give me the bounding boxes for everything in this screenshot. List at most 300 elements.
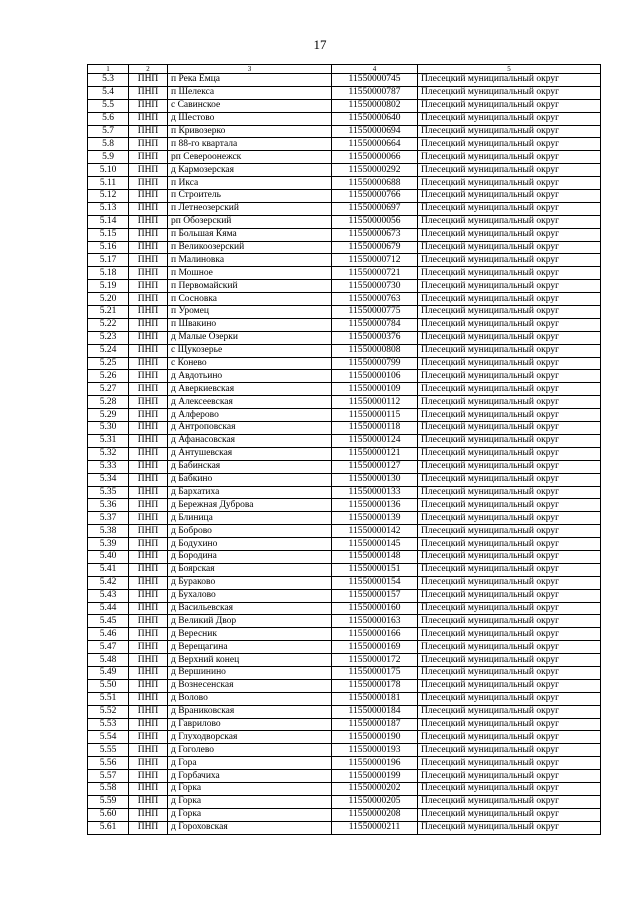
code-cell: 11550000142 [332, 525, 418, 538]
code-cell: 11550000640 [332, 112, 418, 125]
table-row [88, 744, 601, 757]
row-number-cell: 5.3 [88, 74, 129, 87]
code-cell: 11550000193 [332, 744, 418, 757]
row-number-cell: 5.24 [88, 344, 129, 357]
district-cell: Плесецкий муниципальный округ [418, 821, 601, 834]
row-number-cell: 5.11 [88, 177, 129, 190]
code-cell: 11550000163 [332, 615, 418, 628]
page-number: 17 [313, 37, 327, 52]
table-row [88, 770, 601, 783]
settlement-name-cell: д Глуходворская [168, 731, 332, 744]
column-number-row [88, 65, 601, 74]
settlement-name-cell: д Верещагина [168, 641, 332, 654]
district-cell: Плесецкий муниципальный округ [418, 344, 601, 357]
table-row [88, 344, 601, 357]
district-cell: Плесецкий муниципальный округ [418, 731, 601, 744]
table-row [88, 357, 601, 370]
code-cell: 11550000190 [332, 731, 418, 744]
table-row [88, 615, 601, 628]
code-cell: 11550000292 [332, 164, 418, 177]
row-number-cell: 5.34 [88, 473, 129, 486]
table-row [88, 99, 601, 112]
row-number-cell: 5.48 [88, 654, 129, 667]
table-row [88, 318, 601, 331]
table-row [88, 254, 601, 267]
district-cell: Плесецкий муниципальный округ [418, 370, 601, 383]
district-cell: Плесецкий муниципальный округ [418, 138, 601, 151]
code-cell: 11550000766 [332, 190, 418, 203]
row-number-cell: 5.30 [88, 422, 129, 435]
code-cell: 11550000712 [332, 254, 418, 267]
row-number-cell: 5.31 [88, 434, 129, 447]
code-cell: 11550000154 [332, 576, 418, 589]
row-number-cell: 5.17 [88, 254, 129, 267]
settlement-name-cell: рп Североонежск [168, 151, 332, 164]
table-row [88, 731, 601, 744]
type-cell: ПНП [129, 512, 168, 525]
row-number-cell: 5.61 [88, 821, 129, 834]
type-cell: ПНП [129, 473, 168, 486]
type-cell: ПНП [129, 331, 168, 344]
type-cell: ПНП [129, 486, 168, 499]
table-row [88, 138, 601, 151]
settlement-name-cell: д Малые Озерки [168, 331, 332, 344]
row-number-cell: 5.26 [88, 370, 129, 383]
code-cell: 11550000139 [332, 512, 418, 525]
row-number-cell: 5.33 [88, 460, 129, 473]
code-cell: 11550000808 [332, 344, 418, 357]
row-number-cell: 5.6 [88, 112, 129, 125]
row-number-cell: 5.54 [88, 731, 129, 744]
row-number-cell: 5.18 [88, 267, 129, 280]
district-cell: Плесецкий муниципальный округ [418, 202, 601, 215]
type-cell: ПНП [129, 74, 168, 87]
code-cell: 11550000160 [332, 602, 418, 615]
row-number-cell: 5.41 [88, 563, 129, 576]
table-row [88, 692, 601, 705]
type-cell: ПНП [129, 241, 168, 254]
code-cell: 11550000106 [332, 370, 418, 383]
settlement-name-cell: д Шестово [168, 112, 332, 125]
type-cell: ПНП [129, 254, 168, 267]
code-cell: 11550000730 [332, 280, 418, 293]
district-cell: Плесецкий муниципальный округ [418, 679, 601, 692]
row-number-cell: 5.21 [88, 306, 129, 319]
type-cell: ПНП [129, 602, 168, 615]
settlement-name-cell: д Бабинская [168, 460, 332, 473]
settlement-name-cell: д Антушевская [168, 447, 332, 460]
settlement-name-cell: д Алексеевская [168, 396, 332, 409]
table-row [88, 228, 601, 241]
row-number-cell: 5.9 [88, 151, 129, 164]
type-cell: ПНП [129, 718, 168, 731]
column-header: 2 [129, 65, 168, 74]
settlement-name-cell: д Бухалово [168, 589, 332, 602]
row-number-cell: 5.35 [88, 486, 129, 499]
district-cell: Плесецкий муниципальный округ [418, 576, 601, 589]
district-cell: Плесецкий муниципальный округ [418, 512, 601, 525]
type-cell: ПНП [129, 151, 168, 164]
settlement-name-cell: п Икса [168, 177, 332, 190]
code-cell: 11550000211 [332, 821, 418, 834]
table-row [88, 293, 601, 306]
row-number-cell: 5.20 [88, 293, 129, 306]
table-row [88, 434, 601, 447]
settlement-name-cell: д Вересник [168, 628, 332, 641]
code-cell: 11550000664 [332, 138, 418, 151]
code-cell: 11550000679 [332, 241, 418, 254]
row-number-cell: 5.44 [88, 602, 129, 615]
table-row [88, 396, 601, 409]
district-cell: Плесецкий муниципальный округ [418, 151, 601, 164]
type-cell: ПНП [129, 138, 168, 151]
type-cell: ПНП [129, 99, 168, 112]
code-cell: 11550000124 [332, 434, 418, 447]
row-number-cell: 5.47 [88, 641, 129, 654]
row-number-cell: 5.16 [88, 241, 129, 254]
district-cell: Плесецкий муниципальный округ [418, 396, 601, 409]
table-row [88, 422, 601, 435]
code-cell: 11550000127 [332, 460, 418, 473]
settlement-name-cell: д Блиница [168, 512, 332, 525]
district-cell: Плесецкий муниципальный округ [418, 99, 601, 112]
settlement-name-cell: д Вершинино [168, 666, 332, 679]
code-cell: 11550000148 [332, 550, 418, 563]
district-cell: Плесецкий муниципальный округ [418, 525, 601, 538]
settlement-name-cell: д Горка [168, 782, 332, 795]
district-cell: Плесецкий муниципальный округ [418, 795, 601, 808]
table-row [88, 202, 601, 215]
district-cell: Плесецкий муниципальный округ [418, 628, 601, 641]
table-row [88, 538, 601, 551]
settlement-name-cell: д Вознесенская [168, 679, 332, 692]
table-row [88, 447, 601, 460]
settlement-name-cell: д Великий Двор [168, 615, 332, 628]
code-cell: 11550000775 [332, 306, 418, 319]
settlement-name-cell: д Гаврилово [168, 718, 332, 731]
code-cell: 11550000199 [332, 770, 418, 783]
district-cell: Плесецкий муниципальный округ [418, 422, 601, 435]
code-cell: 11550000175 [332, 666, 418, 679]
settlement-name-cell: п Кривозерко [168, 125, 332, 138]
settlement-name-cell: д Враниковская [168, 705, 332, 718]
table-row [88, 628, 601, 641]
code-cell: 11550000121 [332, 447, 418, 460]
type-cell: ПНП [129, 731, 168, 744]
code-cell: 11550000169 [332, 641, 418, 654]
district-cell: Плесецкий муниципальный округ [418, 641, 601, 654]
code-cell: 11550000673 [332, 228, 418, 241]
settlement-name-cell: п Строитель [168, 190, 332, 203]
district-cell: Плесецкий муниципальный округ [418, 744, 601, 757]
district-cell: Плесецкий муниципальный округ [418, 434, 601, 447]
table-row [88, 512, 601, 525]
settlement-name-cell: д Волово [168, 692, 332, 705]
table-row [88, 177, 601, 190]
table-row [88, 499, 601, 512]
table-row [88, 666, 601, 679]
type-cell: ПНП [129, 744, 168, 757]
type-cell: ПНП [129, 757, 168, 770]
district-cell: Плесецкий муниципальный округ [418, 486, 601, 499]
row-number-cell: 5.45 [88, 615, 129, 628]
code-cell: 11550000136 [332, 499, 418, 512]
code-cell: 11550000721 [332, 267, 418, 280]
settlement-name-cell: с Конево [168, 357, 332, 370]
row-number-cell: 5.29 [88, 409, 129, 422]
district-cell: Плесецкий муниципальный округ [418, 460, 601, 473]
table-row [88, 460, 601, 473]
table-row [88, 125, 601, 138]
table-row [88, 641, 601, 654]
settlement-name-cell: п Швакино [168, 318, 332, 331]
row-number-cell: 5.60 [88, 808, 129, 821]
table-row [88, 718, 601, 731]
code-cell: 11550000763 [332, 293, 418, 306]
settlement-name-cell: п Малиновка [168, 254, 332, 267]
district-cell: Плесецкий муниципальный округ [418, 241, 601, 254]
type-cell: ПНП [129, 666, 168, 679]
settlement-name-cell: п Шелекса [168, 86, 332, 99]
district-cell: Плесецкий муниципальный округ [418, 318, 601, 331]
type-cell: ПНП [129, 550, 168, 563]
table-row [88, 757, 601, 770]
district-cell: Плесецкий муниципальный округ [418, 112, 601, 125]
code-cell: 11550000133 [332, 486, 418, 499]
table-row [88, 576, 601, 589]
code-cell: 11550000151 [332, 563, 418, 576]
code-cell: 11550000688 [332, 177, 418, 190]
type-cell: ПНП [129, 318, 168, 331]
district-cell: Плесецкий муниципальный округ [418, 383, 601, 396]
settlement-name-cell: с Щукозерье [168, 344, 332, 357]
district-cell: Плесецкий муниципальный округ [418, 589, 601, 602]
settlement-name-cell: п Большая Кяма [168, 228, 332, 241]
table-row [88, 679, 601, 692]
district-cell: Плесецкий муниципальный округ [418, 666, 601, 679]
settlement-name-cell: д Гора [168, 757, 332, 770]
settlement-name-cell: п Уромец [168, 306, 332, 319]
type-cell: ПНП [129, 112, 168, 125]
settlement-name-cell: д Бураково [168, 576, 332, 589]
district-cell: Плесецкий муниципальный округ [418, 447, 601, 460]
district-cell: Плесецкий муниципальный округ [418, 409, 601, 422]
district-cell: Плесецкий муниципальный округ [418, 280, 601, 293]
row-number-cell: 5.39 [88, 538, 129, 551]
settlement-name-cell: п Мошное [168, 267, 332, 280]
table-row [88, 215, 601, 228]
table-row [88, 267, 601, 280]
row-number-cell: 5.12 [88, 190, 129, 203]
district-cell: Плесецкий муниципальный округ [418, 164, 601, 177]
district-cell: Плесецкий муниципальный округ [418, 215, 601, 228]
district-cell: Плесецкий муниципальный округ [418, 254, 601, 267]
table-row [88, 409, 601, 422]
type-cell: ПНП [129, 460, 168, 473]
table-row [88, 280, 601, 293]
district-cell: Плесецкий муниципальный округ [418, 538, 601, 551]
table-header [88, 65, 601, 74]
row-number-cell: 5.42 [88, 576, 129, 589]
row-number-cell: 5.55 [88, 744, 129, 757]
table-row [88, 795, 601, 808]
row-number-cell: 5.27 [88, 383, 129, 396]
table-row [88, 86, 601, 99]
type-cell: ПНП [129, 563, 168, 576]
settlement-name-cell: д Горбачиха [168, 770, 332, 783]
district-cell: Плесецкий муниципальный округ [418, 499, 601, 512]
code-cell: 11550000205 [332, 795, 418, 808]
code-cell: 11550000181 [332, 692, 418, 705]
type-cell: ПНП [129, 164, 168, 177]
type-cell: ПНП [129, 409, 168, 422]
row-number-cell: 5.15 [88, 228, 129, 241]
row-number-cell: 5.14 [88, 215, 129, 228]
code-cell: 11550000787 [332, 86, 418, 99]
type-cell: ПНП [129, 422, 168, 435]
settlement-name-cell: п Первомайский [168, 280, 332, 293]
settlement-name-cell: д Гороховская [168, 821, 332, 834]
row-number-cell: 5.53 [88, 718, 129, 731]
code-cell: 11550000184 [332, 705, 418, 718]
table-row [88, 306, 601, 319]
code-cell: 11550000784 [332, 318, 418, 331]
code-cell: 11550000697 [332, 202, 418, 215]
code-cell: 11550000066 [332, 151, 418, 164]
settlements-table [87, 64, 601, 835]
code-cell: 11550000130 [332, 473, 418, 486]
code-cell: 11550000172 [332, 654, 418, 667]
district-cell: Плесецкий муниципальный округ [418, 615, 601, 628]
type-cell: ПНП [129, 615, 168, 628]
type-cell: ПНП [129, 370, 168, 383]
table-row [88, 550, 601, 563]
row-number-cell: 5.37 [88, 512, 129, 525]
row-number-cell: 5.36 [88, 499, 129, 512]
row-number-cell: 5.22 [88, 318, 129, 331]
code-cell: 11550000376 [332, 331, 418, 344]
row-number-cell: 5.49 [88, 666, 129, 679]
code-cell: 11550000056 [332, 215, 418, 228]
row-number-cell: 5.13 [88, 202, 129, 215]
row-number-cell: 5.5 [88, 99, 129, 112]
settlement-name-cell: д Аверкиевская [168, 383, 332, 396]
district-cell: Плесецкий муниципальный округ [418, 808, 601, 821]
type-cell: ПНП [129, 344, 168, 357]
row-number-cell: 5.58 [88, 782, 129, 795]
type-cell: ПНП [129, 795, 168, 808]
district-cell: Плесецкий муниципальный округ [418, 125, 601, 138]
settlement-name-cell: д Боброво [168, 525, 332, 538]
district-cell: Плесецкий муниципальный округ [418, 293, 601, 306]
district-cell: Плесецкий муниципальный округ [418, 654, 601, 667]
code-cell: 11550000694 [332, 125, 418, 138]
settlement-name-cell: д Антроповская [168, 422, 332, 435]
district-cell: Плесецкий муниципальный округ [418, 705, 601, 718]
row-number-cell: 5.25 [88, 357, 129, 370]
district-cell: Плесецкий муниципальный округ [418, 357, 601, 370]
settlement-name-cell: д Бабкино [168, 473, 332, 486]
district-cell: Плесецкий муниципальный округ [418, 692, 601, 705]
settlement-name-cell: д Бархатиха [168, 486, 332, 499]
row-number-cell: 5.46 [88, 628, 129, 641]
code-cell: 11550000202 [332, 782, 418, 795]
settlement-name-cell: д Горка [168, 795, 332, 808]
type-cell: ПНП [129, 589, 168, 602]
settlement-name-cell: д Верхний конец [168, 654, 332, 667]
table-row [88, 112, 601, 125]
type-cell: ПНП [129, 202, 168, 215]
code-cell: 11550000187 [332, 718, 418, 731]
settlement-name-cell: д Кармозерская [168, 164, 332, 177]
table-row [88, 525, 601, 538]
column-header: 4 [332, 65, 418, 74]
type-cell: ПНП [129, 447, 168, 460]
district-cell: Плесецкий муниципальный округ [418, 770, 601, 783]
table-body [88, 74, 601, 835]
row-number-cell: 5.10 [88, 164, 129, 177]
settlement-name-cell: д Афанасовская [168, 434, 332, 447]
settlement-name-cell: п Река Емца [168, 74, 332, 87]
type-cell: ПНП [129, 770, 168, 783]
type-cell: ПНП [129, 86, 168, 99]
district-cell: Плесецкий муниципальный округ [418, 718, 601, 731]
table-row [88, 331, 601, 344]
table-row [88, 602, 601, 615]
table-row [88, 473, 601, 486]
district-cell: Плесецкий муниципальный округ [418, 267, 601, 280]
table-row [88, 190, 601, 203]
settlement-name-cell: д Васильевская [168, 602, 332, 615]
column-header: 1 [88, 65, 129, 74]
row-number-cell: 5.51 [88, 692, 129, 705]
code-cell: 11550000196 [332, 757, 418, 770]
type-cell: ПНП [129, 576, 168, 589]
table-row [88, 589, 601, 602]
type-cell: ПНП [129, 383, 168, 396]
settlement-name-cell: рп Обозерский [168, 215, 332, 228]
code-cell: 11550000745 [332, 74, 418, 87]
settlement-name-cell: д Боярская [168, 563, 332, 576]
type-cell: ПНП [129, 679, 168, 692]
district-cell: Плесецкий муниципальный округ [418, 190, 601, 203]
type-cell: ПНП [129, 434, 168, 447]
settlement-name-cell: п 88-го квартала [168, 138, 332, 151]
type-cell: ПНП [129, 821, 168, 834]
district-cell: Плесецкий муниципальный округ [418, 602, 601, 615]
settlement-name-cell: д Алферово [168, 409, 332, 422]
district-cell: Плесецкий муниципальный округ [418, 550, 601, 563]
district-cell: Плесецкий муниципальный округ [418, 86, 601, 99]
type-cell: ПНП [129, 267, 168, 280]
settlement-name-cell: д Гоголево [168, 744, 332, 757]
column-header: 5 [418, 65, 601, 74]
code-cell: 11550000208 [332, 808, 418, 821]
code-cell: 11550000157 [332, 589, 418, 602]
row-number-cell: 5.59 [88, 795, 129, 808]
code-cell: 11550000799 [332, 357, 418, 370]
type-cell: ПНП [129, 280, 168, 293]
settlement-name-cell: д Авдотьино [168, 370, 332, 383]
code-cell: 11550000166 [332, 628, 418, 641]
type-cell: ПНП [129, 782, 168, 795]
table-row [88, 241, 601, 254]
code-cell: 11550000145 [332, 538, 418, 551]
type-cell: ПНП [129, 641, 168, 654]
row-number-cell: 5.40 [88, 550, 129, 563]
table-row [88, 370, 601, 383]
code-cell: 11550000109 [332, 383, 418, 396]
